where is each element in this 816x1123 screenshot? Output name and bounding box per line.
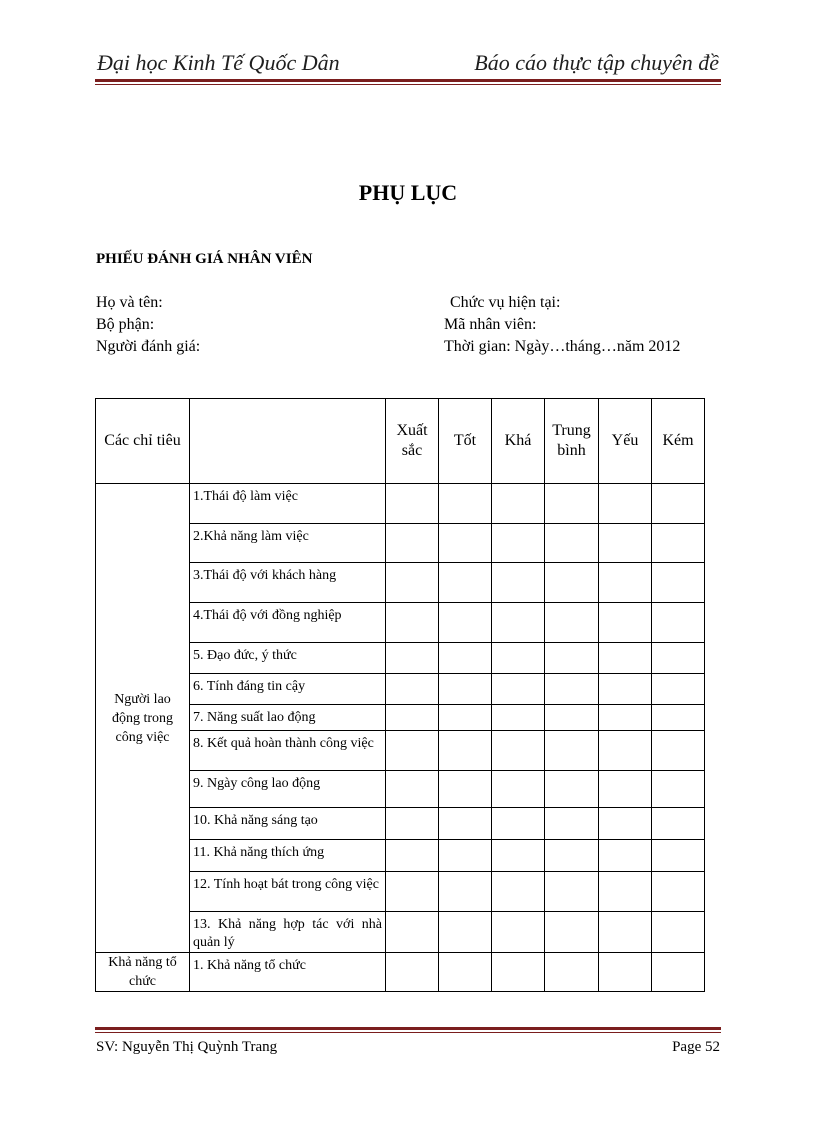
header-rating: Trung bình [545,399,599,484]
rating-cell[interactable] [599,705,652,731]
rating-cell[interactable] [386,953,439,992]
header-university: Đại học Kinh Tế Quốc Dân [97,50,340,75]
rating-cell[interactable] [439,643,492,674]
rating-cell[interactable] [545,771,599,808]
header-criteria: Các chỉ tiêu [96,399,190,484]
header-report-title: Báo cáo thực tập chuyên đề [474,50,719,75]
rating-cell[interactable] [545,808,599,840]
rating-cell[interactable] [386,484,439,524]
header-rating: Xuất sắc [386,399,439,484]
rating-cell[interactable] [492,603,545,643]
header-rule-thin [95,84,721,85]
rating-cell[interactable] [492,674,545,705]
rating-cell[interactable] [386,771,439,808]
rating-cell[interactable] [439,771,492,808]
rating-cell[interactable] [492,731,545,771]
rating-cell[interactable] [599,524,652,563]
rating-cell[interactable] [439,912,492,953]
criterion-label: 13. Khả năng hợp tác với nhà quản lý [190,912,386,953]
criterion-label: 1. Khả năng tổ chức [190,953,386,992]
criterion-label: 2.Khả năng làm việc [190,524,386,563]
criterion-label: 7. Năng suất lao động [190,705,386,731]
rating-cell[interactable] [599,912,652,953]
criterion-label: 9. Ngày công lao động [190,771,386,808]
rating-cell[interactable] [599,771,652,808]
rating-cell[interactable] [386,840,439,872]
rating-cell[interactable] [439,731,492,771]
header-blank [190,399,386,484]
form-title: PHIẾU ĐÁNH GIÁ NHÂN VIÊN [96,251,313,267]
rating-cell[interactable] [386,872,439,912]
criterion-label: 5. Đạo đức, ý thức [190,643,386,674]
rating-cell[interactable] [492,912,545,953]
rating-cell[interactable] [386,731,439,771]
rating-cell[interactable] [599,808,652,840]
rating-cell[interactable] [492,524,545,563]
rating-cell[interactable] [599,872,652,912]
rating-cell[interactable] [652,771,705,808]
criterion-label: 6. Tính đáng tin cậy [190,674,386,705]
name-label: Họ và tên: [96,294,163,311]
rating-cell[interactable] [439,484,492,524]
rating-cell[interactable] [386,563,439,603]
rating-cell[interactable] [599,953,652,992]
rating-cell[interactable] [439,705,492,731]
header-rating: Khá [492,399,545,484]
rating-cell[interactable] [439,953,492,992]
rating-cell[interactable] [652,674,705,705]
rating-cell[interactable] [492,771,545,808]
footer-rule-thick [95,1027,721,1030]
rating-cell[interactable] [386,674,439,705]
table-row [96,484,705,524]
rating-cell[interactable] [545,705,599,731]
rating-cell[interactable] [439,808,492,840]
rating-cell[interactable] [386,603,439,643]
rating-cell[interactable] [386,705,439,731]
rating-cell[interactable] [545,643,599,674]
criterion-label: 12. Tính hoạt bát trong công việc [190,872,386,912]
rating-cell[interactable] [652,840,705,872]
criterion-label: 11. Khả năng thích ứng [190,840,386,872]
rating-cell[interactable] [652,953,705,992]
rating-cell[interactable] [545,840,599,872]
footer-student: SV: Nguyễn Thị Quỳnh Trang [96,1039,278,1055]
rating-cell[interactable] [386,524,439,563]
evaluator-label: Người đánh giá: [96,338,201,355]
time-label: Thời gian: Ngày…tháng…năm 2012 [444,338,681,355]
rating-cell[interactable] [652,808,705,840]
rating-cell[interactable] [652,484,705,524]
rating-cell[interactable] [599,603,652,643]
rating-cell[interactable] [599,674,652,705]
header-rating: Yếu [599,399,652,484]
criterion-label: 10. Khả năng sáng tạo [190,808,386,840]
header-rating: Tốt [439,399,492,484]
rating-cell[interactable] [545,524,599,563]
rating-cell[interactable] [652,603,705,643]
rating-cell[interactable] [599,643,652,674]
rating-cell[interactable] [386,643,439,674]
rating-cell[interactable] [492,705,545,731]
rating-cell[interactable] [492,563,545,603]
rating-cell[interactable] [652,912,705,953]
rating-cell[interactable] [545,563,599,603]
evaluation-table [95,398,705,992]
rating-cell[interactable] [386,808,439,840]
header-rating: Kém [652,399,705,484]
footer-page-number: Page 52 [672,1039,720,1055]
rating-cell[interactable] [652,563,705,603]
department-label: Bộ phận: [96,316,155,333]
rating-cell[interactable] [545,484,599,524]
rating-cell[interactable] [545,674,599,705]
rating-cell[interactable] [492,840,545,872]
rating-cell[interactable] [492,872,545,912]
criterion-label: 4.Thái độ với đồng nghiệp [190,603,386,643]
rating-cell[interactable] [652,524,705,563]
position-label: Chức vụ hiện tại: [450,294,561,311]
header-rule-thick [95,79,721,82]
group-label: Khả năng tổ chức [96,953,190,992]
table-header-row [96,399,705,484]
rating-cell[interactable] [545,872,599,912]
rating-cell[interactable] [492,808,545,840]
rating-cell[interactable] [492,643,545,674]
rating-cell[interactable] [439,603,492,643]
rating-cell[interactable] [599,563,652,603]
footer-rule-thin [95,1032,721,1033]
criterion-label: 1.Thái độ làm việc [190,484,386,524]
evaluation-table-body [96,399,705,992]
group-label: Người lao động trong công việc [96,484,190,953]
rating-cell[interactable] [652,872,705,912]
rating-cell[interactable] [599,840,652,872]
rating-cell[interactable] [545,953,599,992]
rating-cell[interactable] [599,484,652,524]
rating-cell[interactable] [599,731,652,771]
criterion-label: 8. Kết quả hoàn thành công việc [190,731,386,771]
rating-cell[interactable] [652,731,705,771]
rating-cell[interactable] [386,912,439,953]
rating-cell[interactable] [545,603,599,643]
rating-cell[interactable] [439,840,492,872]
criterion-label: 3.Thái độ với khách hàng [190,563,386,603]
page-title: PHỤ LỤC [358,180,458,205]
page-header [95,50,721,78]
rating-cell[interactable] [545,912,599,953]
rating-cell[interactable] [492,484,545,524]
rating-cell[interactable] [439,524,492,563]
rating-cell[interactable] [439,674,492,705]
rating-cell[interactable] [439,872,492,912]
rating-cell[interactable] [652,643,705,674]
rating-cell[interactable] [439,563,492,603]
rating-cell[interactable] [652,705,705,731]
rating-cell[interactable] [492,953,545,992]
rating-cell[interactable] [545,731,599,771]
table-row [96,953,705,992]
employee-id-label: Mã nhân viên: [444,316,537,333]
